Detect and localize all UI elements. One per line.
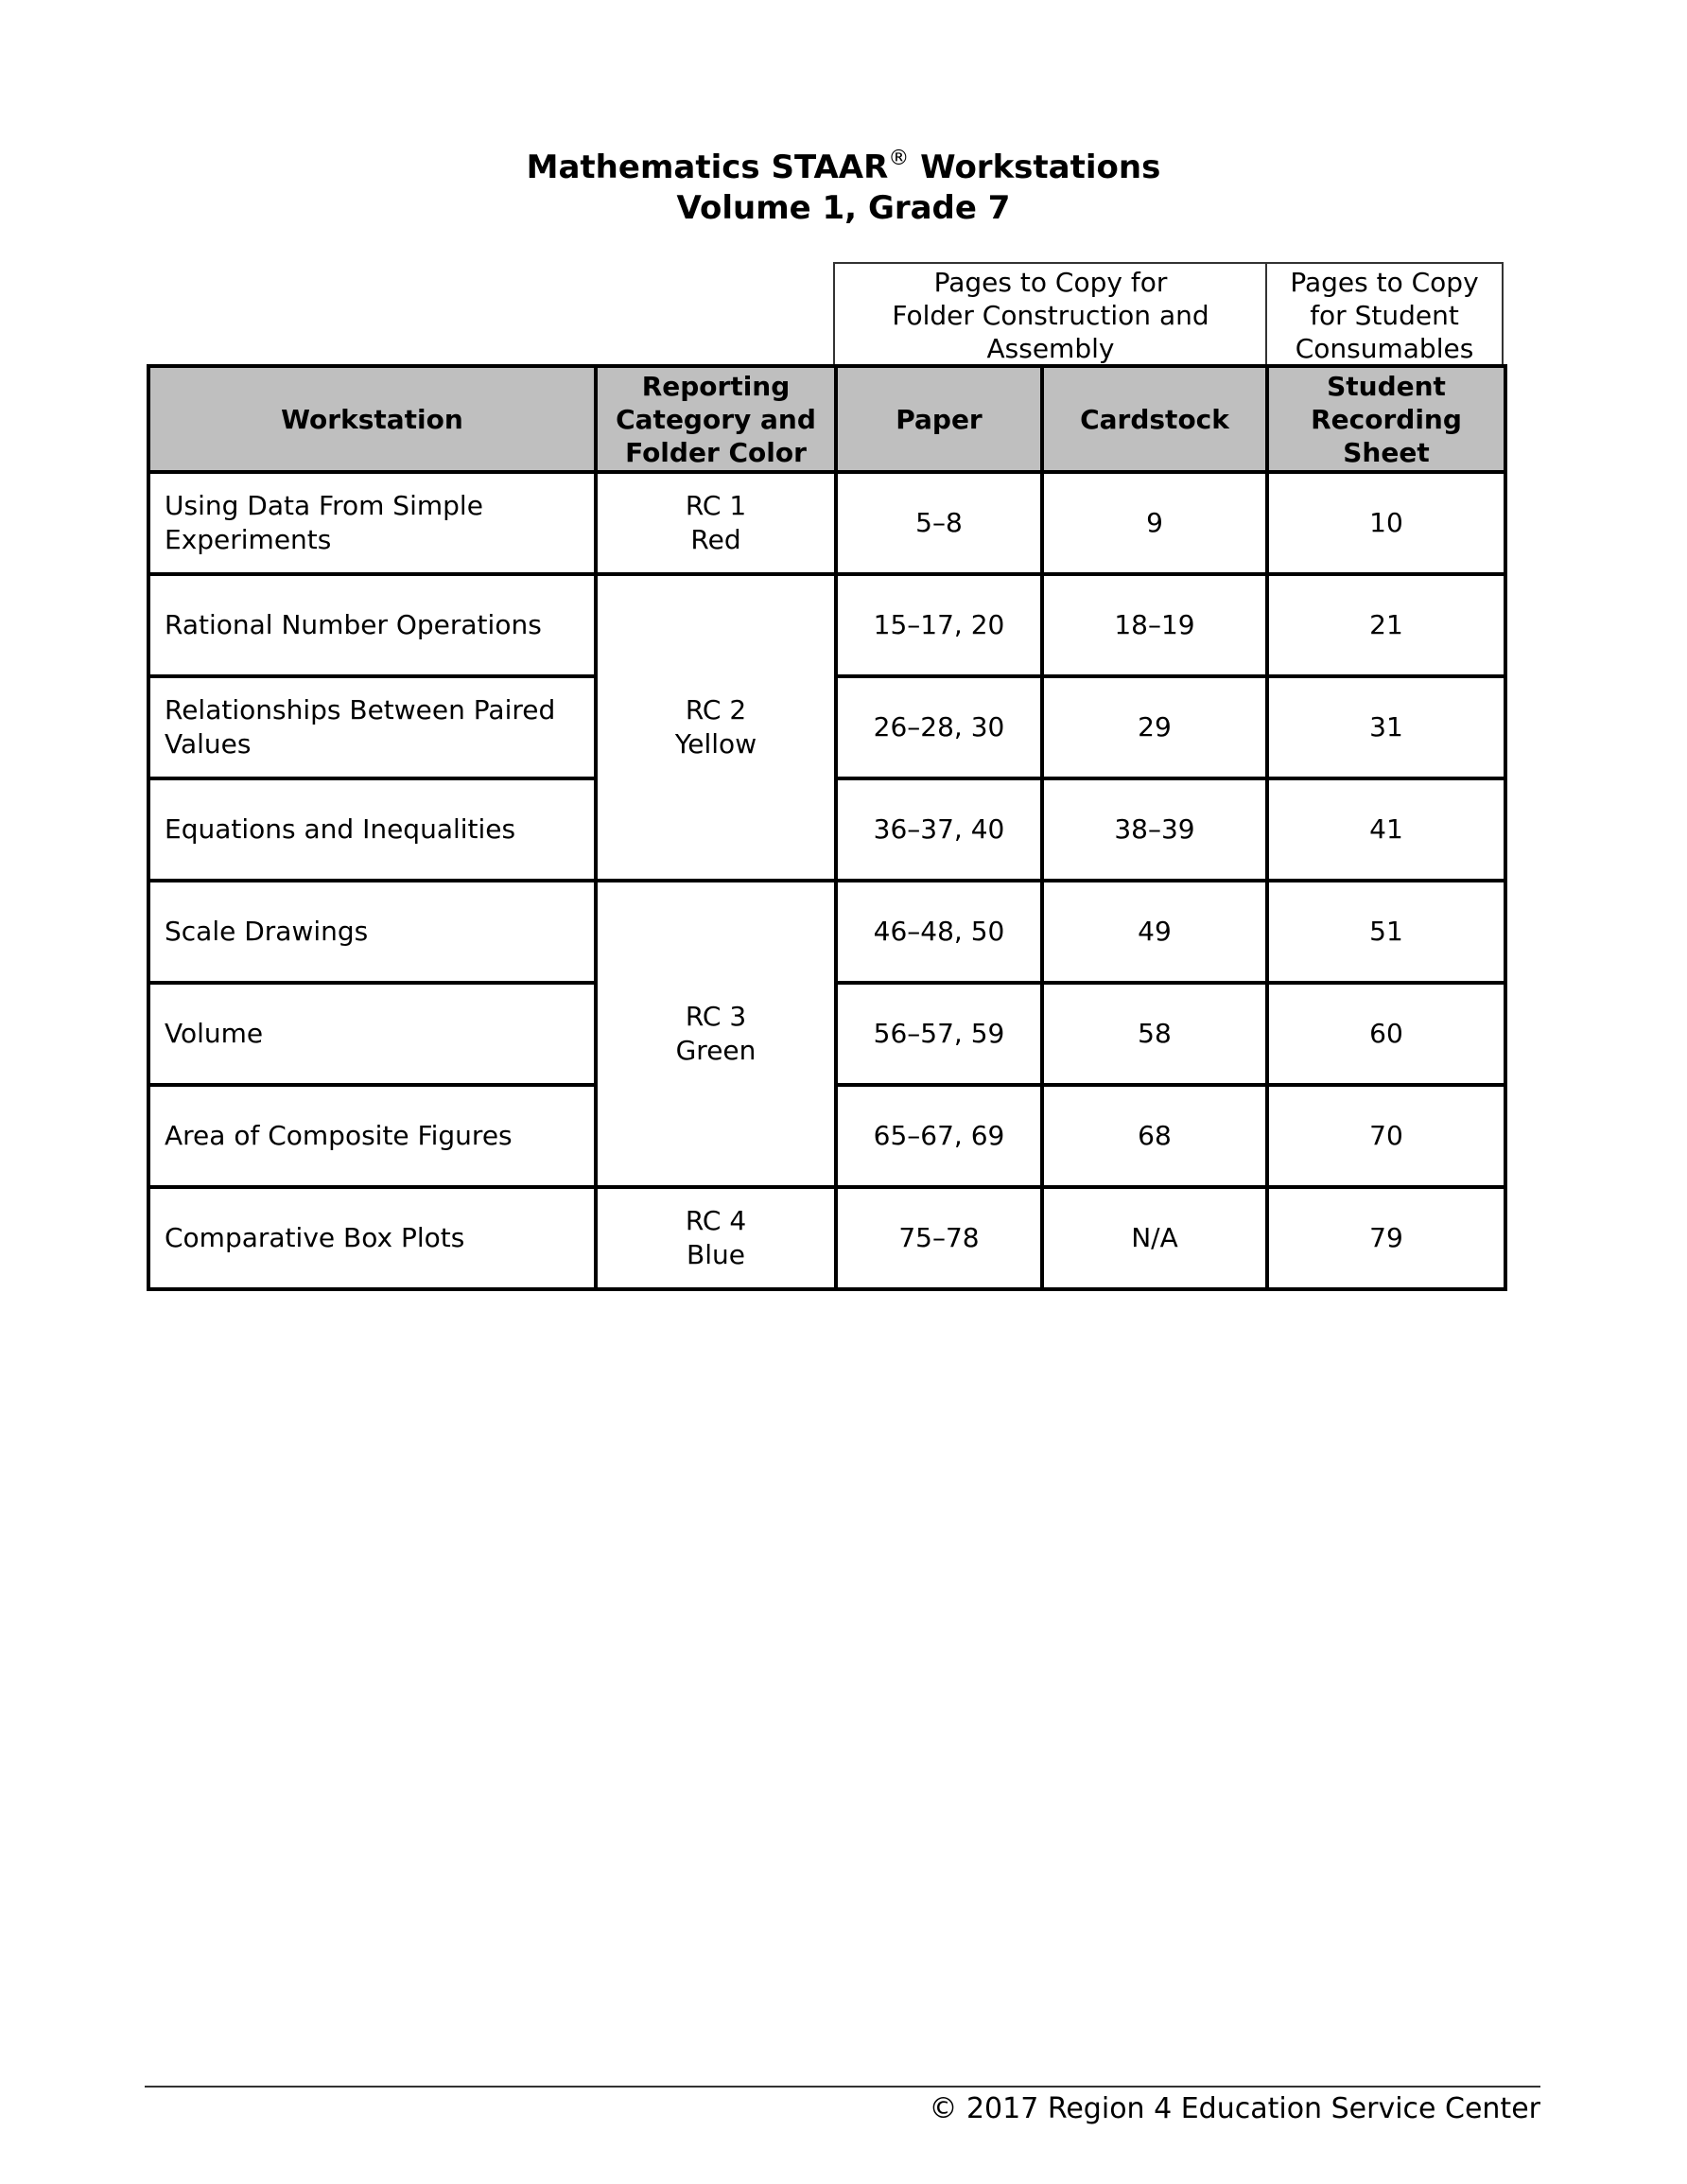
table-header-row	[148, 366, 1505, 472]
workstation-line: Experiments	[165, 524, 332, 555]
workstation-cell: Volume	[148, 983, 596, 1085]
category-cell-rc2	[596, 574, 836, 881]
workstation-cell: Equations and Inequalities	[148, 778, 596, 881]
recording-sheet-cell: 79	[1267, 1187, 1505, 1289]
recording-sheet-cell: 21	[1267, 574, 1505, 676]
category-color: Green	[675, 1035, 757, 1066]
group-header-line: for Student	[1310, 299, 1459, 331]
workstation-cell: Scale Drawings	[148, 881, 596, 983]
category-cell-rc1	[596, 472, 836, 574]
category-code: RC 4	[685, 1205, 747, 1236]
recording-sheet-cell: 31	[1267, 676, 1505, 778]
group-header-line: Consumables	[1295, 332, 1474, 364]
recording-sheet-cell: 60	[1267, 983, 1505, 1085]
workstation-cell: Comparative Box Plots	[148, 1187, 596, 1289]
recording-sheet-cell: 51	[1267, 881, 1505, 983]
title-suffix-text: Workstations	[909, 149, 1161, 186]
header-line: Recording	[1311, 403, 1462, 435]
paper-cell: 56–57, 59	[836, 983, 1042, 1085]
group-header-folder-construction	[833, 262, 1266, 366]
title-line-2: Volume 1, Grade 7	[676, 189, 1011, 227]
title-main-text: Mathematics STAAR	[526, 149, 889, 186]
cardstock-cell: 18–19	[1042, 574, 1267, 676]
header-student-recording-sheet	[1267, 366, 1505, 472]
category-cell-rc3	[596, 881, 836, 1187]
footer-divider	[145, 2086, 1540, 2088]
header-line: Category and	[616, 403, 816, 435]
header-line: Reporting	[641, 370, 791, 402]
paper-cell: 46–48, 50	[836, 881, 1042, 983]
header-line: Folder Color	[625, 436, 807, 468]
cardstock-cell: 68	[1042, 1085, 1267, 1187]
paper-cell: 15–17, 20	[836, 574, 1042, 676]
group-header-line: Pages to Copy	[1290, 266, 1479, 298]
workstations-table	[147, 364, 1507, 1291]
category-code: RC 2	[685, 694, 747, 725]
recording-sheet-cell: 41	[1267, 778, 1505, 881]
category-cell-rc4	[596, 1187, 836, 1289]
table-row	[148, 1187, 1505, 1289]
group-header-line: Assembly	[986, 332, 1115, 364]
table-row	[148, 881, 1505, 983]
recording-sheet-cell: 70	[1267, 1085, 1505, 1187]
recording-sheet-cell: 10	[1267, 472, 1505, 574]
registered-mark: ®	[888, 146, 910, 170]
workstation-cell: Rational Number Operations	[148, 574, 596, 676]
cardstock-cell: 38–39	[1042, 778, 1267, 881]
cardstock-cell: 58	[1042, 983, 1267, 1085]
header-workstation: Workstation	[148, 366, 596, 472]
workstation-cell	[148, 676, 596, 778]
header-line: Sheet	[1343, 436, 1430, 468]
paper-cell: 36–37, 40	[836, 778, 1042, 881]
title-line-1	[0, 148, 1687, 188]
workstation-line: Values	[165, 728, 252, 760]
group-header-line: Folder Construction and	[892, 299, 1209, 331]
header-paper: Paper	[836, 366, 1042, 472]
table-row	[148, 574, 1505, 676]
copyright-footer: © 2017 Region 4 Education Service Center	[929, 2092, 1540, 2125]
paper-cell: 26–28, 30	[836, 676, 1042, 778]
workstation-cell: Area of Composite Figures	[148, 1085, 596, 1187]
paper-cell: 65–67, 69	[836, 1085, 1042, 1187]
category-code: RC 1	[685, 490, 747, 521]
category-color: Yellow	[674, 728, 757, 760]
workstation-line: Relationships Between Paired	[165, 694, 556, 725]
cardstock-cell: 49	[1042, 881, 1267, 983]
group-header-line: Pages to Copy for	[933, 266, 1168, 298]
workstation-cell	[148, 472, 596, 574]
header-cardstock: Cardstock	[1042, 366, 1267, 472]
cardstock-cell: 29	[1042, 676, 1267, 778]
workstation-line: Using Data From Simple	[165, 490, 483, 521]
cardstock-cell: N/A	[1042, 1187, 1267, 1289]
group-header-student-consumables	[1265, 262, 1504, 366]
table-row	[148, 472, 1505, 574]
category-color: Red	[690, 524, 741, 555]
category-color: Blue	[687, 1239, 745, 1270]
header-line: Student	[1327, 370, 1446, 402]
cardstock-cell: 9	[1042, 472, 1267, 574]
paper-cell: 75–78	[836, 1187, 1042, 1289]
category-code: RC 3	[685, 1001, 747, 1032]
paper-cell: 5–8	[836, 472, 1042, 574]
header-reporting-category	[596, 366, 836, 472]
document-title	[0, 148, 1687, 229]
